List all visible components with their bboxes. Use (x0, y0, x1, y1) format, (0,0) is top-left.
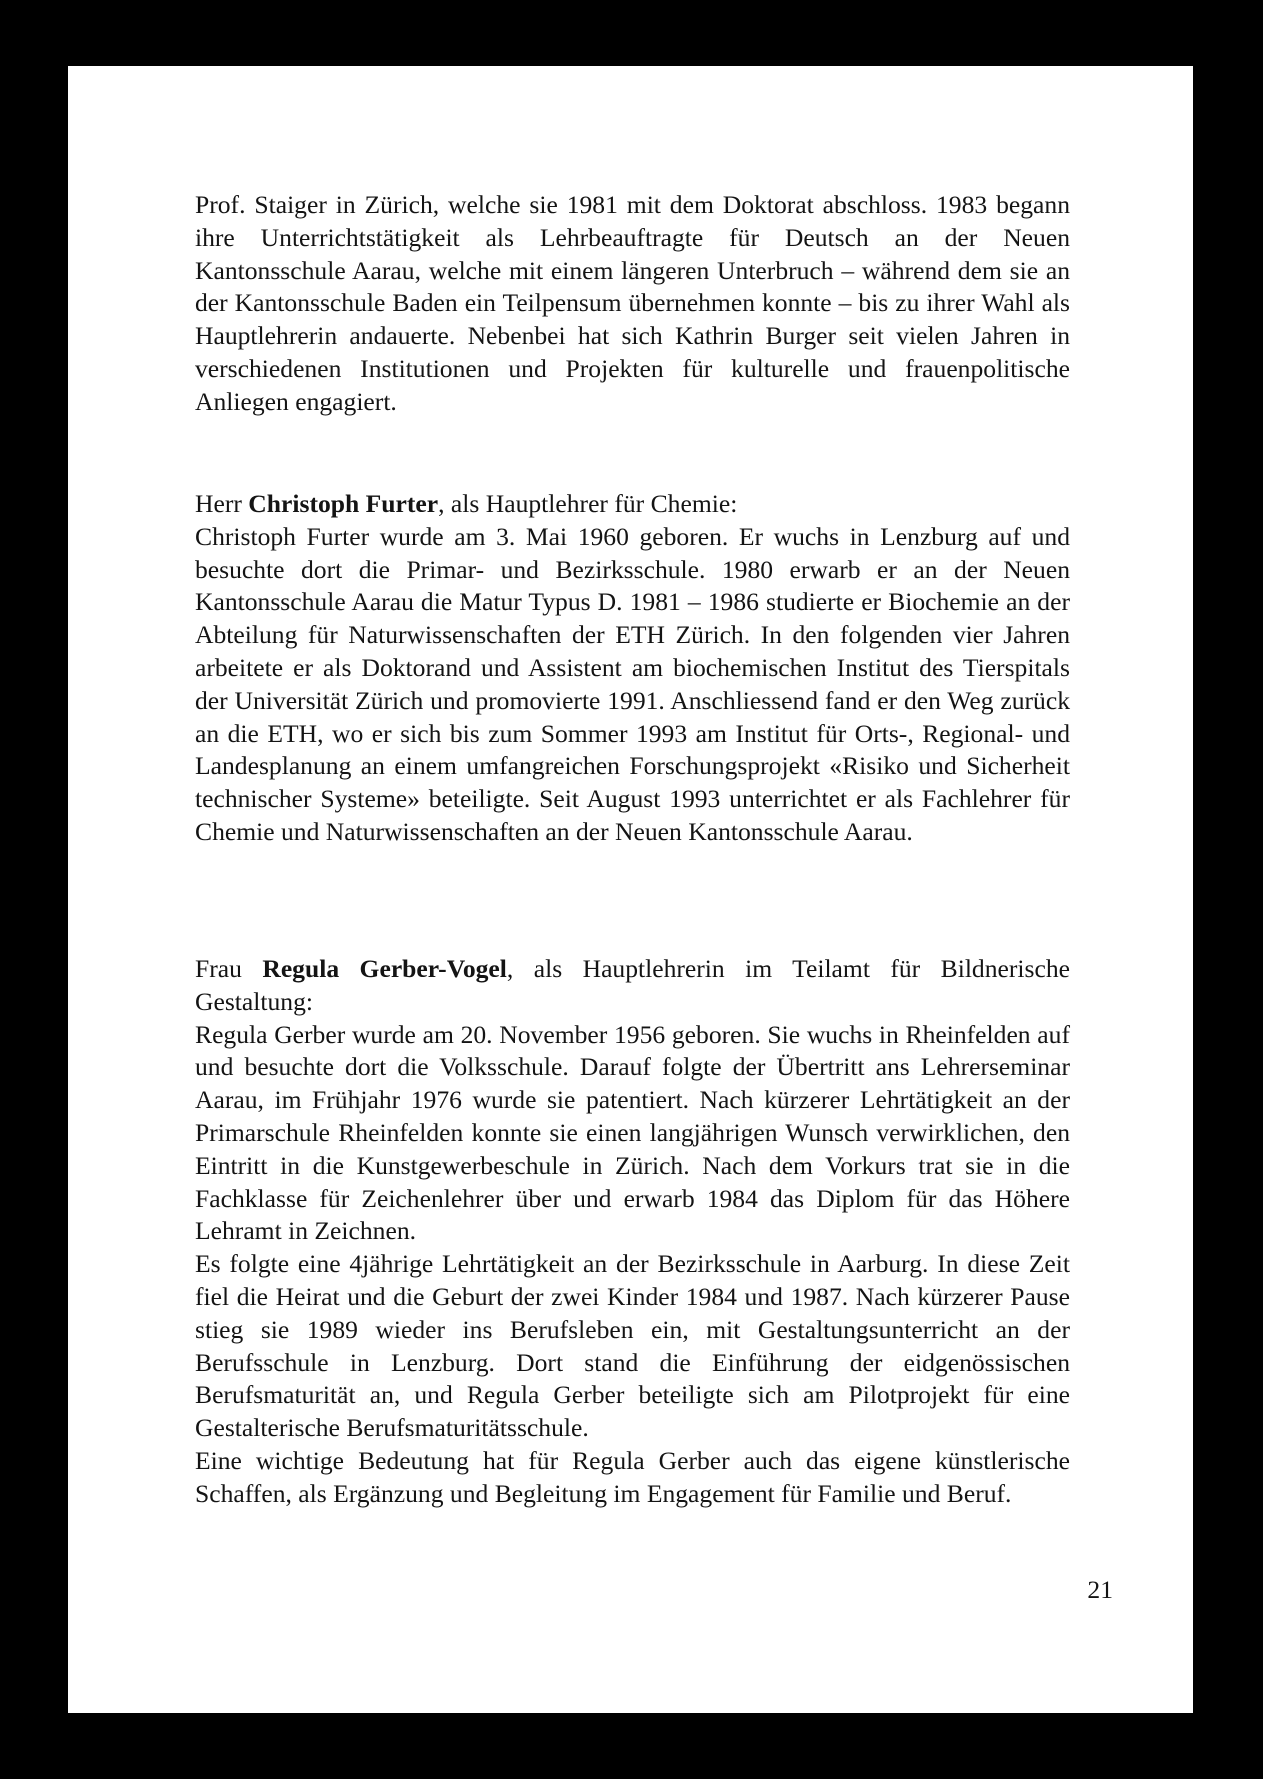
person-name: Regula Gerber-Vogel (262, 954, 507, 983)
section-heading (195, 488, 1070, 521)
heading-prefix: Frau (195, 954, 263, 983)
document-page (68, 66, 1193, 1713)
section-regula-gerber-vogel (195, 953, 1070, 1511)
heading-prefix: Herr (195, 489, 249, 518)
heading-suffix: , als Hauptlehrer für Chemie: (438, 489, 738, 518)
paragraph: Es folgte eine 4jährige Lehrtätigkeit an der Bezirksschule in Aarburg. In diese Zeit fiel die Heirat und die Geburt der zwei Kinder 1984 und 1987. Nach kürzerer Pause stieg sie 1989 wieder ins Berufsleben ein, mit Gestaltungsunterricht an der Berufsschule in Lenzburg. Dort stand die Einführung der eidgenössischen Berufsmaturität an, und Regula Gerber beteiligte sich am Pilotprojekt für eine Gestalterische Berufsmaturitätsschule. (195, 1249, 1070, 1443)
page-number: 21 (1087, 1575, 1113, 1604)
paragraph: Prof. Staiger in Zürich, welche sie 1981 mit dem Doktorat abschloss. 1983 begann ihre Unterrichtstätigkeit als Lehrbeauftragte für Deutsch an der Neuen Kantonsschule Aarau, welche mit einem längeren Unterbruch – während dem sie an der Kantonsschule Baden ein Teilpensum übernehmen konnte – bis zu ihrer Wahl als Hauptlehrerin andauerte. Nebenbei hat sich Kathrin Burger seit vielen Jahren in verschiedenen Institutionen und Projekten für kulturelle und frauenpolitische Anliegen engagiert. (195, 190, 1070, 416)
heading-suffix: , als Hauptlehrerin im Teilamt für Bildnerische Gestaltung: (195, 954, 1070, 1016)
paragraph: Christoph Furter wurde am 3. Mai 1960 geboren. Er wuchs in Lenzburg auf und besuchte dort die Primar- und Bezirksschule. 1980 erwarb er an der Neuen Kantonsschule Aarau die Matur Typus D. 1981 – 1986 studierte er Biochemie an der Abteilung für Naturwissenschaften der ETH Zürich. In den folgenden vier Jahren arbeitete er als Doktorand und Assistent am biochemischen Institut des Tierspitals der Universität Zürich und promovierte 1991. Anschliessend fand er den Weg zurück an die ETH, wo er sich bis zum Sommer 1993 am Institut für Orts-, Regional- und Landesplanung an einem umfangreichen Forschungsprojekt «Risiko und Sicherheit technischer Systeme» beteiligte. Seit August 1993 unterrichtet er als Fachlehrer für Chemie und Naturwissenschaften an der Neuen Kantonsschule Aarau. (195, 521, 1070, 846)
paragraph: Eine wichtige Bedeutung hat für Regula Gerber auch das eigene künstlerische Schaffen, als Ergänzung und Begleitung im Engagement für Familie und Beruf. (195, 1445, 1070, 1508)
section-kathrin-burger (195, 189, 1070, 419)
paragraph: Regula Gerber wurde am 20. November 1956 geboren. Sie wuchs in Rheinfelden auf und besuchte dort die Volksschule. Darauf folgte der Übertritt ans Lehrerseminar Aarau, im Frühjahr 1976 wurde sie patentiert. Nach kürzerer Lehrtätigkeit an der Primarschule Rheinfelden konnte sie einen langjährigen Wunsch verwirklichen, den Eintritt in die Kunstgewerbeschule in Zürich. Nach dem Vorkurs trat sie in die Fachklasse für Zeichenlehrer über und erwarb 1984 das Diplom für das Höhere Lehramt in Zeichnen. (195, 1019, 1070, 1246)
section-christoph-furter (195, 488, 1070, 849)
section-heading (195, 953, 1070, 1019)
person-name: Christoph Furter (248, 489, 439, 518)
